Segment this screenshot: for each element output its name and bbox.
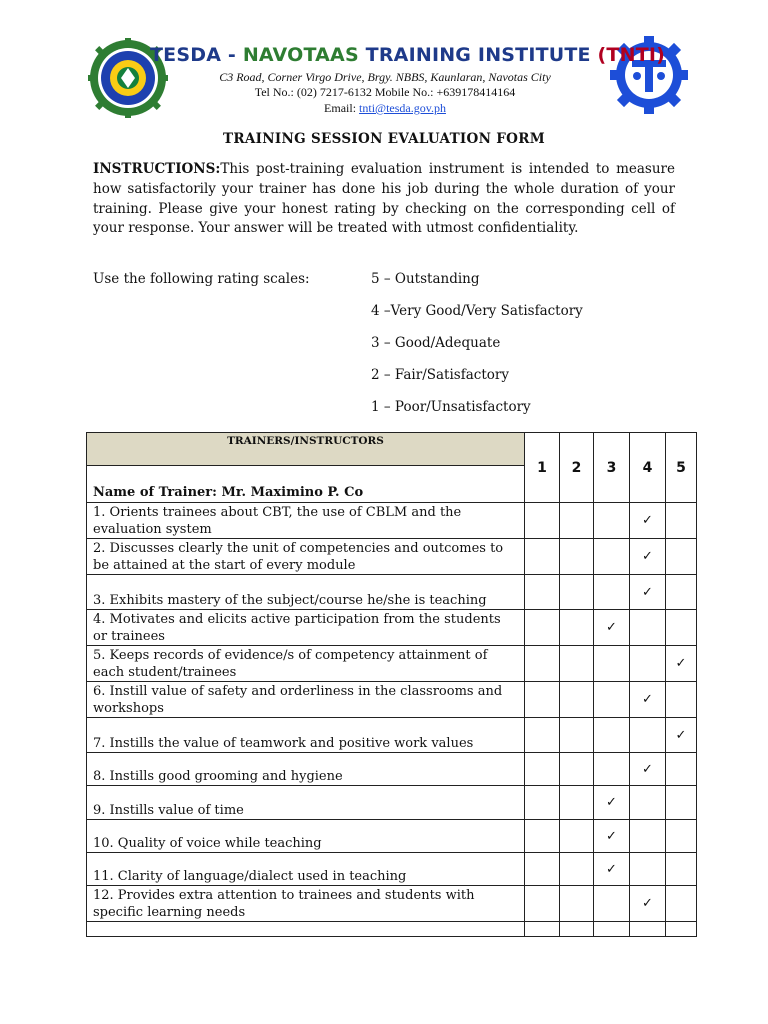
institute-title-navotaas: NAVOTAAS (242, 44, 366, 66)
rating-cell-2[interactable] (560, 610, 594, 646)
rating-cell-3[interactable] (594, 610, 630, 646)
institute-title-training: TRAINING INSTITUTE (365, 44, 598, 66)
check-icon: ✓ (606, 795, 617, 810)
rating-cell-5[interactable] (666, 575, 697, 610)
form-title: TRAINING SESSION EVALUATION FORM (223, 131, 545, 147)
table-row (87, 646, 697, 682)
institute-phones: Tel No.: (02) 7217-6132 Mobile No.: +639178414164 (254, 85, 516, 99)
rating-header-2: 2 (560, 433, 594, 503)
rating-cell-5[interactable] (666, 853, 697, 886)
table-row (87, 820, 697, 853)
check-icon: ✓ (642, 692, 653, 707)
rating-cell-1[interactable] (525, 682, 560, 718)
rating-cell-4[interactable] (630, 539, 666, 575)
rating-cell-5[interactable] (666, 753, 697, 786)
criterion-text: 10. Quality of voice while teaching (87, 820, 525, 853)
rating-cell-2[interactable] (560, 539, 594, 575)
criterion-text: 12. Provides extra attention to trainees and students with specific learning needs (87, 886, 525, 922)
rating-cell-5[interactable] (666, 820, 697, 853)
rating-cell-5[interactable] (666, 646, 697, 682)
rating-cell-2[interactable] (560, 853, 594, 886)
table-row (87, 886, 697, 922)
email-link[interactable]: tnti@tesda.gov.ph (359, 101, 446, 115)
criterion-text: 3. Exhibits mastery of the subject/course he/she is teaching (87, 575, 525, 610)
rating-cell-1[interactable] (525, 718, 560, 753)
empty-rating-cell[interactable] (525, 922, 560, 937)
rating-scale-item: 4 –Very Good/Very Satisfactory (371, 303, 583, 319)
table-row (87, 539, 697, 575)
rating-cell-4[interactable] (630, 853, 666, 886)
table-row (87, 718, 697, 753)
table-row (87, 853, 697, 886)
rating-cell-4[interactable] (630, 786, 666, 820)
rating-cell-5[interactable] (666, 610, 697, 646)
rating-header-1: 1 (525, 433, 560, 503)
rating-cell-4[interactable] (630, 820, 666, 853)
empty-rating-cell[interactable] (630, 922, 666, 937)
rating-cell-4[interactable] (630, 610, 666, 646)
institute-title (150, 44, 666, 66)
instructions (93, 160, 675, 239)
section-header: TRAINERS/INSTRUCTORS (87, 433, 525, 466)
rating-cell-1[interactable] (525, 753, 560, 786)
institute-title-abbrev: (TNTI) (597, 44, 666, 66)
rating-cell-4[interactable] (630, 753, 666, 786)
check-icon: ✓ (642, 761, 653, 777)
table-row (87, 753, 697, 786)
check-icon: ✓ (675, 656, 687, 671)
rating-cell-4[interactable] (630, 886, 666, 922)
rating-cell-3[interactable] (594, 886, 630, 922)
rating-cell-3[interactable] (594, 539, 630, 575)
empty-table-row (87, 922, 697, 937)
empty-rating-cell[interactable] (666, 922, 697, 937)
rating-cell-1[interactable] (525, 503, 560, 539)
rating-cell-5[interactable] (666, 682, 697, 718)
evaluation-table (86, 432, 697, 937)
rating-cell-3[interactable] (594, 820, 630, 853)
rating-cell-3[interactable] (594, 718, 630, 753)
rating-cell-4[interactable] (630, 718, 666, 753)
criterion-text: 7. Instills the value of teamwork and positive work values (87, 718, 525, 753)
rating-cell-2[interactable] (560, 753, 594, 786)
rating-cell-1[interactable] (525, 610, 560, 646)
rating-cell-1[interactable] (525, 820, 560, 853)
rating-scale-item: 5 – Outstanding (371, 271, 480, 287)
criterion-text: 2. Discusses clearly the unit of competencies and outcomes to be attained at the start of every module (87, 539, 525, 575)
criterion-text: 1. Orients trainees about CBT, the use of CBLM and the evaluation system (87, 503, 525, 539)
instructions-label: INSTRUCTIONS: (93, 161, 221, 177)
rating-cell-2[interactable] (560, 886, 594, 922)
rating-cell-1[interactable] (525, 853, 560, 886)
email-label: Email: (324, 101, 360, 115)
check-icon: ✓ (642, 513, 653, 528)
empty-rating-cell[interactable] (594, 922, 630, 937)
rating-cell-3[interactable] (594, 786, 630, 820)
rating-cell-2[interactable] (560, 575, 594, 610)
table-row (87, 575, 697, 610)
criterion-text: 8. Instills good grooming and hygiene (87, 753, 525, 786)
rating-cell-2[interactable] (560, 682, 594, 718)
check-icon: ✓ (606, 828, 617, 844)
rating-cell-2[interactable] (560, 503, 594, 539)
rating-cell-1[interactable] (525, 786, 560, 820)
rating-scale-intro: Use the following rating scales: (93, 271, 310, 287)
rating-cell-5[interactable] (666, 503, 697, 539)
rating-cell-1[interactable] (525, 646, 560, 682)
check-icon: ✓ (642, 584, 653, 600)
rating-cell-4[interactable] (630, 646, 666, 682)
rating-cell-5[interactable] (666, 886, 697, 922)
table-row (87, 786, 697, 820)
rating-cell-3[interactable] (594, 575, 630, 610)
rating-cell-3[interactable] (594, 853, 630, 886)
institute-address: C3 Road, Corner Virgo Drive, Brgy. NBBS, Kaunlaran, Navotas City (219, 70, 551, 84)
table-row (87, 610, 697, 646)
rating-cell-2[interactable] (560, 786, 594, 820)
criterion-text: 11. Clarity of language/dialect used in teaching (87, 853, 525, 886)
rating-cell-3[interactable] (594, 503, 630, 539)
instructions-text: This post-training evaluation instrument is intended to measure how satisfactorily your trainer has done his job during the whole duration of your training. Please give your honest rating by checking on the corresponding cell of your response. Your answer will be treated with utmost confidentiality. (93, 161, 675, 237)
rating-header-4: 4 (630, 433, 666, 503)
check-icon: ✓ (606, 620, 617, 635)
check-icon: ✓ (642, 549, 653, 564)
rating-scale-item: 3 – Good/Adequate (371, 335, 501, 351)
rating-cell-1[interactable] (525, 539, 560, 575)
table-row (87, 503, 697, 539)
empty-criterion-cell (87, 922, 525, 937)
rating-header-5: 5 (666, 433, 697, 503)
rating-scale-item: 1 – Poor/Unsatisfactory (371, 399, 531, 415)
rating-cell-1[interactable] (525, 575, 560, 610)
table-header-row (87, 433, 697, 466)
rating-cell-5[interactable] (666, 786, 697, 820)
rating-cell-4[interactable] (630, 503, 666, 539)
rating-cell-1[interactable] (525, 886, 560, 922)
criterion-text: 6. Instill value of safety and orderliness in the classrooms and workshops (87, 682, 525, 718)
institute-title-tesda: TESDA - (150, 44, 243, 66)
rating-cell-2[interactable] (560, 718, 594, 753)
empty-rating-cell[interactable] (560, 922, 594, 937)
rating-cell-5[interactable] (666, 539, 697, 575)
rating-cell-4[interactable] (630, 682, 666, 718)
criterion-text: 5. Keeps records of evidence/s of competency attainment of each student/trainees (87, 646, 525, 682)
rating-cell-2[interactable] (560, 820, 594, 853)
check-icon: ✓ (675, 727, 687, 743)
rating-cell-3[interactable] (594, 682, 630, 718)
criterion-text: 4. Motivates and elicits active participation from the students or trainees (87, 610, 525, 646)
rating-cell-4[interactable] (630, 575, 666, 610)
trainer-name: Name of Trainer: Mr. Maximino P. Co (87, 466, 525, 503)
rating-cell-3[interactable] (594, 753, 630, 786)
rating-header-3: 3 (594, 433, 630, 503)
institute-email-line (150, 101, 620, 116)
rating-cell-2[interactable] (560, 646, 594, 682)
check-icon: ✓ (642, 896, 653, 911)
table-row (87, 682, 697, 718)
check-icon: ✓ (606, 861, 617, 877)
rating-cell-3[interactable] (594, 646, 630, 682)
criterion-text: 9. Instills value of time (87, 786, 525, 820)
rating-cell-5[interactable] (666, 718, 697, 753)
rating-scale-item: 2 – Fair/Satisfactory (371, 367, 509, 383)
